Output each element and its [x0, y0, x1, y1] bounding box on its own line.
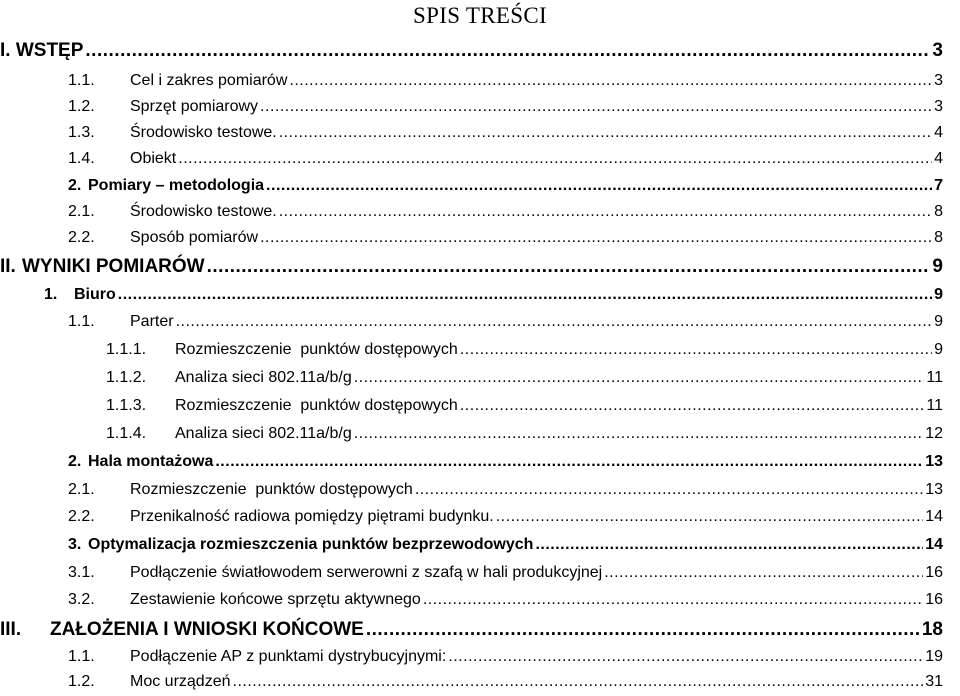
- toc-entry-page: 11: [926, 397, 943, 414]
- toc-entry-number: 1.2.: [68, 98, 95, 115]
- toc-entry-page: 14: [925, 508, 943, 525]
- toc-entry-page: 3: [932, 40, 943, 61]
- toc-entry-number: 3.2.: [68, 591, 95, 608]
- toc-entry-text: Rozmieszczenie punktów dostępowych: [130, 481, 413, 498]
- toc-entry-number: II.: [0, 256, 16, 277]
- toc-entry-number: 1.1.2.: [106, 369, 147, 386]
- toc-entry-page: 16: [925, 564, 943, 581]
- toc-entry[interactable]: [68, 648, 943, 674]
- toc-entry-page: 11: [926, 369, 943, 386]
- toc-entry-number: 1.4.: [68, 150, 95, 167]
- toc-entry-number: 2.: [68, 177, 82, 194]
- toc-entry-number: 1.1.: [68, 648, 95, 665]
- toc-entry[interactable]: [68, 508, 943, 534]
- toc-entry-page: 3: [934, 72, 943, 89]
- toc-entry[interactable]: [68, 453, 943, 479]
- toc-entry[interactable]: [0, 256, 943, 282]
- toc-leader-dots: [354, 369, 925, 387]
- toc-entry-number: 2.2.: [68, 229, 95, 246]
- toc-entry[interactable]: [106, 397, 943, 423]
- toc-entry-text: Podłączenie światłowodem serwerowni z szafą w hali produkcyjnej: [130, 564, 603, 581]
- toc-entry[interactable]: [106, 369, 943, 395]
- toc-entry[interactable]: [68, 536, 943, 562]
- toc-entry-page: 13: [925, 481, 943, 498]
- toc-leader-dots: [176, 313, 933, 331]
- toc-entry-number: 2.1.: [68, 203, 95, 220]
- toc-entry-text: Pomiary – metodologia: [88, 177, 265, 194]
- toc-entry-number: 1.1.4.: [106, 425, 147, 442]
- toc-entry[interactable]: [106, 341, 943, 367]
- toc-entry-text: Cel i zakres pomiarów: [130, 72, 288, 89]
- toc-entry[interactable]: [68, 72, 943, 98]
- toc-entry-page: 8: [934, 229, 943, 246]
- toc-entry-text: Obiekt: [130, 150, 177, 167]
- toc-leader-dots: [289, 72, 932, 90]
- toc-entry-number: 1.1.3.: [106, 397, 147, 414]
- toc-entry-page: 3: [934, 98, 943, 115]
- toc-entry-page: 8: [934, 203, 943, 220]
- toc-entry-text: Rozmieszczenie punktów dostępowych: [175, 397, 458, 414]
- toc-leader-dots: [423, 591, 923, 609]
- toc-entry-text: Sposób pomiarów: [130, 229, 259, 246]
- toc-entry-text: Rozmieszczenie punktów dostępowych: [175, 341, 458, 358]
- page-title: SPIS TREŚCI: [413, 3, 547, 28]
- toc-leader-dots: [260, 229, 932, 247]
- toc-leader-dots: [415, 481, 923, 499]
- toc-leader-dots: [604, 564, 923, 582]
- toc-entry-number: I. WSTĘP: [0, 40, 84, 61]
- toc-leader-dots: [496, 508, 923, 526]
- toc-leader-dots: [85, 40, 930, 62]
- toc-entry-page: 12: [925, 425, 943, 442]
- toc-entry-page: 18: [921, 619, 943, 640]
- toc-entry[interactable]: [68, 673, 943, 695]
- toc-entry[interactable]: [68, 229, 943, 255]
- toc-entry-text: Analiza sieci 802.11a/b/g: [175, 369, 352, 386]
- toc-leader-dots: [279, 124, 932, 142]
- toc-entry-text: Optymalizacja rozmieszczenia punktów bezprzewodowych: [88, 536, 534, 553]
- toc-entry[interactable]: [68, 98, 943, 124]
- toc-entry-number: III.: [0, 619, 22, 640]
- toc-entry-number: 2.: [68, 453, 82, 470]
- toc-entry-number: 1.1.: [68, 72, 95, 89]
- toc-entry-text: Hala montażowa: [88, 453, 214, 470]
- toc-entry-text: Analiza sieci 802.11a/b/g: [175, 425, 352, 442]
- toc-leader-dots: [460, 397, 925, 415]
- toc-entry-page: 9: [932, 256, 943, 277]
- toc-entry-text: Sprzęt pomiarowy: [130, 98, 259, 115]
- toc-entry[interactable]: [106, 425, 943, 451]
- toc-leader-dots: [215, 453, 923, 471]
- toc-entry[interactable]: [68, 564, 943, 590]
- toc-entry[interactable]: [68, 203, 943, 229]
- toc-entry-number: 1.2.: [68, 673, 95, 690]
- toc-entry-text: Zestawienie końcowe sprzętu aktywnego: [130, 591, 421, 608]
- toc-entry-text: WYNIKI POMIARÓW: [22, 256, 205, 277]
- toc-entry[interactable]: [0, 40, 943, 66]
- toc-entry-page: 4: [934, 124, 943, 141]
- toc-entry-page: 16: [925, 591, 943, 608]
- toc-leader-dots: [207, 256, 931, 278]
- toc-entry[interactable]: [44, 286, 943, 312]
- toc-entry-page: 7: [934, 177, 943, 194]
- toc-leader-dots: [178, 150, 932, 168]
- toc-leader-dots: [354, 425, 923, 443]
- toc-entry-text: Parter: [130, 313, 174, 330]
- toc-entry-number: 1.1.: [68, 313, 95, 330]
- toc-entry-number: 1.: [44, 286, 58, 303]
- toc-entry[interactable]: [68, 177, 943, 203]
- toc-leader-dots: [233, 673, 924, 691]
- toc-leader-dots: [448, 648, 923, 666]
- toc-leader-dots: [535, 536, 923, 554]
- toc-entry[interactable]: [68, 591, 943, 617]
- toc-entry[interactable]: [0, 619, 943, 645]
- toc-entry[interactable]: [68, 481, 943, 507]
- toc-entry[interactable]: [68, 313, 943, 339]
- toc-entry-page: 4: [934, 150, 943, 167]
- toc-entry-text: Przenikalność radiowa pomiędzy piętrami budynku.: [130, 508, 494, 525]
- toc-entry-page: 9: [934, 341, 943, 358]
- toc-leader-dots: [260, 98, 932, 116]
- toc-entry[interactable]: [68, 150, 943, 176]
- toc-entry-number: 1.3.: [68, 124, 95, 141]
- toc-entry-number: 2.1.: [68, 481, 95, 498]
- toc-leader-dots: [279, 203, 932, 221]
- toc-entry-text: ZAŁOŻENIA I WNIOSKI KOŃCOWE: [50, 619, 364, 640]
- toc-entry-number: 3.1.: [68, 564, 95, 581]
- toc-entry-number: 1.1.1.: [106, 341, 147, 358]
- toc-entry-text: Biuro: [74, 286, 116, 303]
- toc-entry-page: 9: [934, 313, 943, 330]
- toc-entry-number: 3.: [68, 536, 82, 553]
- toc-leader-dots: [366, 619, 920, 641]
- toc-entry-number: 2.2.: [68, 508, 95, 525]
- toc-entry-page: 13: [925, 453, 943, 470]
- toc-entry-page: 9: [934, 286, 943, 303]
- toc-entry-text: Moc urządzeń: [130, 673, 231, 690]
- toc-entry-text: Środowisko testowe.: [130, 124, 277, 141]
- toc-leader-dots: [266, 177, 932, 195]
- toc-entry-page: 31: [925, 673, 943, 690]
- toc-leader-dots: [118, 286, 932, 304]
- toc-entry-page: 19: [925, 648, 943, 665]
- toc-entry-text: Podłączenie AP z punktami dystrybucyjnymi:: [130, 648, 447, 665]
- toc-leader-dots: [460, 341, 932, 359]
- toc-entry-text: Środowisko testowe.: [130, 203, 277, 220]
- toc-entry-page: 14: [925, 536, 943, 553]
- toc-entry[interactable]: [68, 124, 943, 150]
